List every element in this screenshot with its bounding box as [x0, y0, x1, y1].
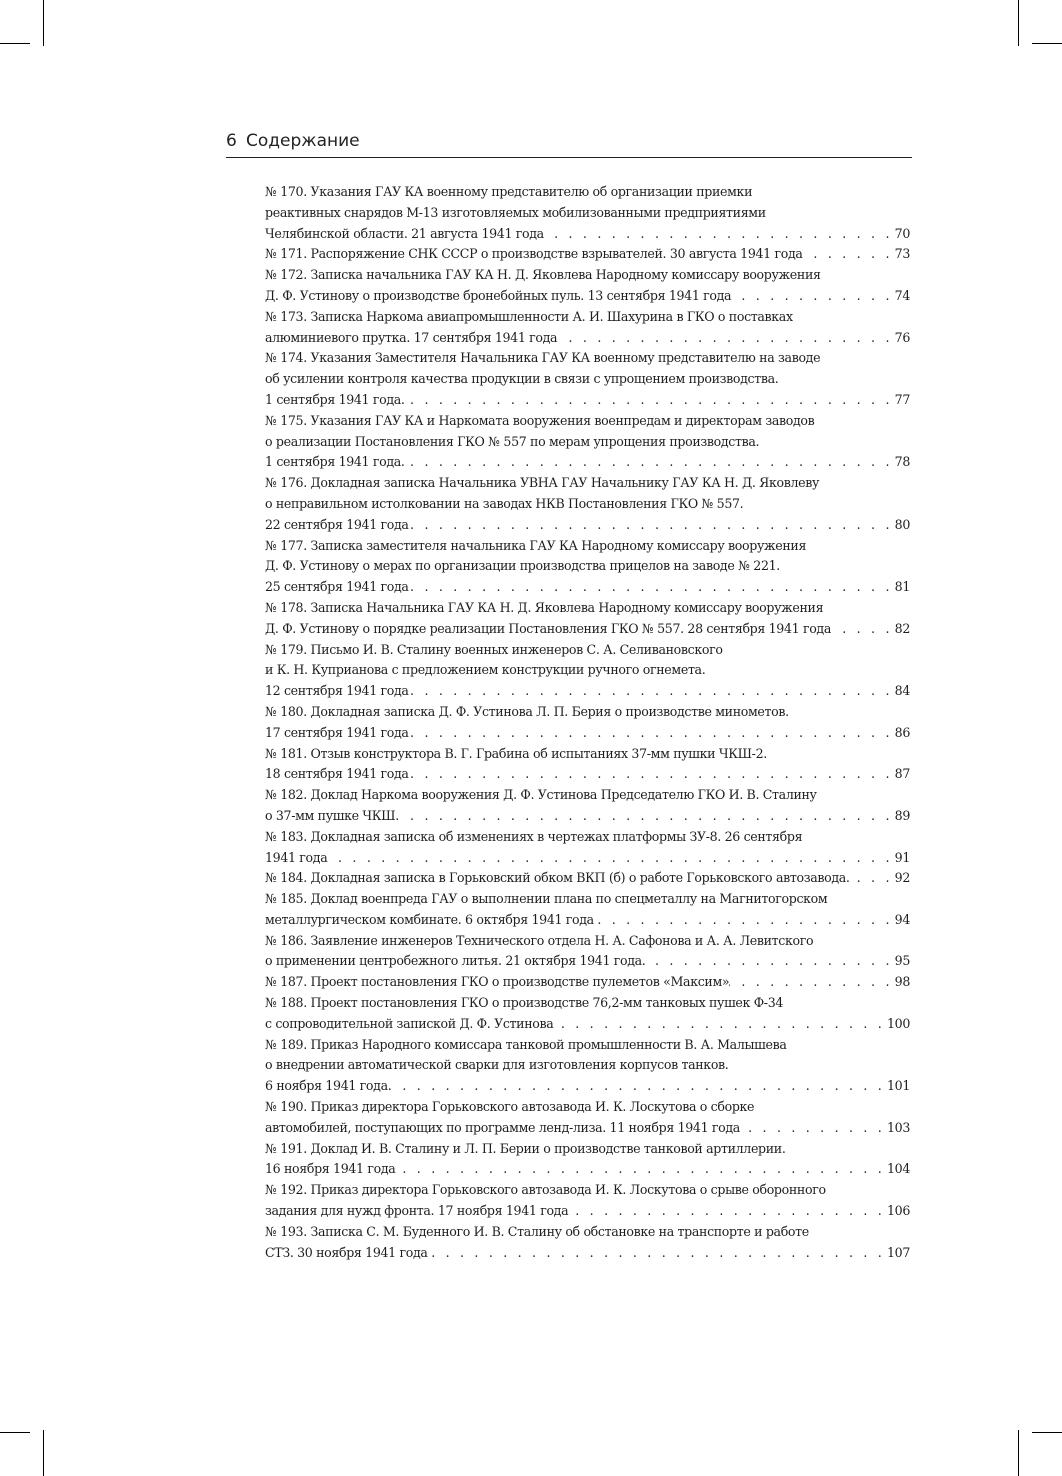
page-title: Содержание	[246, 131, 360, 151]
toc-entry-last-line	[265, 764, 910, 785]
toc-entry-text: 18 сентября 1941 года	[265, 766, 409, 782]
toc-page-number: 89	[894, 807, 910, 823]
dot-leader	[327, 848, 894, 869]
toc-entry-last-line	[265, 390, 910, 411]
toc-entry-text: № 181. Отзыв конструктора В. Г. Грабина об испытаниях 37-мм пушки ЧКШ-2.	[265, 745, 767, 761]
toc-entry-last-line	[265, 244, 910, 265]
toc-entry-text: о применении центробежного литья. 21 октября 1941 года.	[265, 953, 646, 969]
toc-entry[interactable]	[265, 307, 910, 349]
toc-entry-text: № 186. Заявление инженеров Технического отдела Н. А. Сафонова и А. А. Левитского	[265, 932, 814, 948]
dot-leader	[557, 328, 894, 349]
toc-entry-last-line	[265, 868, 910, 889]
toc-entry-last-line	[265, 951, 910, 972]
toc-entry-text: № 174. Указания Заместителя Начальника ГАУ КА военному представителю на заводе	[265, 350, 821, 366]
toc-entry[interactable]	[265, 1180, 910, 1222]
dot-leader	[731, 286, 894, 307]
toc-entry-last-line	[265, 224, 910, 245]
toc-page-number: 87	[894, 766, 910, 782]
dot-leader	[409, 515, 895, 536]
dot-leader	[428, 1243, 887, 1264]
toc-entry-text: № 176. Докладная записка Начальника УВНА ГАУ Начальнику ГАУ КА Н. Д. Яковлеву	[265, 475, 820, 491]
toc-page-number: 95	[894, 953, 910, 969]
toc-entry[interactable]	[265, 473, 910, 535]
crop-mark	[0, 43, 30, 44]
toc-entry[interactable]	[265, 827, 910, 869]
toc-page-number: 84	[894, 683, 910, 699]
toc-entry-text: и К. Н. Куприанова с предложением конструкции ручного огнемета.	[265, 662, 706, 678]
toc-entry-text: № 191. Доклад И. В. Сталину и Л. П. Берии о производстве танковой артиллерии.	[265, 1140, 786, 1156]
toc-entry-text: 1941 года	[265, 849, 328, 865]
toc-entry-text: 1 сентября 1941 года.	[265, 454, 405, 470]
toc-entry[interactable]	[265, 244, 910, 265]
toc-entry-text: Д. Ф. Устинову о производстве бронебойных пуль. 13 сентября 1941 года	[265, 287, 732, 303]
toc-entry-text: № 184. Докладная записка в Горьковский обком ВКП (б) о работе Горьковского автозавода.	[265, 870, 850, 886]
toc-entry-text: № 172. Записка начальника ГАУ КА Н. Д. Яковлева Народному комиссару вооружения	[265, 267, 821, 283]
toc-entry-last-line	[265, 1014, 910, 1035]
toc-page-number: 100	[887, 1015, 910, 1031]
toc-entry-text: задания для нужд фронта. 17 ноября 1941 года	[265, 1203, 569, 1219]
dot-leader	[409, 577, 895, 598]
dot-leader	[409, 723, 895, 744]
toc-entry-text: № 185. Доклад военпреда ГАУ о выполнении плана по спецметаллу на Магнитогорском	[265, 891, 828, 907]
toc-entry-last-line	[265, 452, 910, 473]
dot-leader	[594, 910, 895, 931]
toc-entry-text: № 193. Записка С. М. Буденного И. В. Сталину об обстановке на транспорте и работе	[265, 1223, 809, 1239]
dot-leader	[740, 1118, 887, 1139]
crop-mark	[1032, 1432, 1062, 1433]
crop-mark	[43, 1430, 44, 1476]
dot-leader	[399, 806, 895, 827]
toc-entry-text: № 183. Докладная записка об изменениях в чертежах платформы ЗУ-8. 26 сентября	[265, 828, 803, 844]
toc-page-number: 98	[894, 974, 910, 990]
dot-leader	[395, 1159, 887, 1180]
toc-entry-text: № 173. Записка Наркома авиапромышленности А. И. Шахурина в ГКО о поставках	[265, 308, 793, 324]
toc-entry[interactable]	[265, 1097, 910, 1139]
toc-entry-text: № 170. Указания ГАУ КА военному представителю об организации приемки	[265, 184, 753, 199]
toc-entry[interactable]	[265, 702, 910, 744]
crop-mark	[43, 0, 44, 46]
toc-entry-text: 6 ноября 1941 года.	[265, 1078, 392, 1094]
toc-page-number: 86	[894, 724, 910, 740]
toc-entry-text: № 171. Распоряжение СНК СССР о производстве взрывателей. 30 августа 1941 года	[265, 246, 803, 262]
toc-page-number: 94	[894, 911, 910, 927]
toc-entry-text: 16 ноября 1941 года	[265, 1161, 396, 1177]
toc-entry-text: № 182. Доклад Наркома вооружения Д. Ф. Устинова Председателю ГКО И. В. Сталину	[265, 787, 817, 803]
toc-entry-last-line	[265, 1201, 910, 1222]
toc-entry[interactable]	[265, 182, 910, 244]
toc-entry-text: СТЗ. 30 ноября 1941 года	[265, 1244, 428, 1260]
toc-entry-last-line	[265, 515, 910, 536]
toc-entry-text: № 190. Приказ директора Горьковского автозавода И. К. Лоскутова о сборке	[265, 1099, 755, 1115]
toc-page-number: 80	[894, 516, 910, 532]
toc-entry-text: 1 сентября 1941 года.	[265, 391, 405, 407]
toc-page-number: 101	[887, 1078, 910, 1094]
toc-entry[interactable]	[265, 536, 910, 598]
toc-entry-last-line	[265, 577, 910, 598]
dot-leader	[850, 868, 895, 889]
dot-leader	[803, 244, 895, 265]
toc-entry-text: № 179. Письмо И. В. Сталину военных инженеров С. А. Селивановского	[265, 641, 723, 657]
dot-leader	[409, 764, 895, 785]
dot-leader	[553, 1014, 887, 1035]
crop-mark	[0, 1432, 30, 1433]
toc-page-number: 91	[894, 849, 910, 865]
toc-page-number: 92	[894, 870, 910, 886]
toc-page-number: 77	[894, 391, 910, 407]
toc-entry-text: о неправильном истолковании на заводах НКВ Постановления ГКО № 557.	[265, 495, 744, 511]
dot-leader	[405, 390, 895, 411]
toc-entry-text: автомобилей, поступающих по программе ленд-лиза. 11 ноября 1941 года	[265, 1119, 740, 1135]
toc-page-number: 76	[894, 329, 910, 345]
toc-entry[interactable]	[265, 785, 910, 827]
crop-mark	[1032, 43, 1062, 44]
toc-page-number: 73	[894, 246, 910, 262]
toc-entry-text: о внедрении автоматической сварки для изготовления корпусов танков.	[265, 1057, 729, 1073]
toc-entry-text: Д. Ф. Устинову о мерах по организации производства прицелов на заводе № 221.	[265, 558, 780, 574]
table-of-contents	[265, 182, 910, 1263]
toc-entry[interactable]	[265, 889, 910, 931]
toc-page-number: 70	[894, 225, 910, 241]
crop-mark	[1018, 0, 1019, 46]
page-number: 6	[226, 131, 237, 151]
toc-entry-text: № 188. Проект постановления ГКО о производстве 76,2-мм танковых пушек Ф-34	[265, 995, 784, 1011]
dot-leader	[831, 619, 895, 640]
toc-entry-text: реактивных снарядов М-13 изготовляемых мобилизованными предприятиями	[265, 204, 766, 220]
toc-entry[interactable]	[265, 1035, 910, 1097]
toc-entry[interactable]	[265, 931, 910, 973]
toc-page-number: 74	[894, 287, 910, 303]
toc-entry-text: 12 сентября 1941 года	[265, 683, 409, 699]
toc-entry[interactable]	[265, 265, 910, 307]
dot-leader	[568, 1201, 887, 1222]
toc-entry-last-line	[265, 1243, 910, 1264]
toc-entry-text: с сопроводительной запиской Д. Ф. Устинова	[265, 1015, 554, 1031]
toc-entry-last-line	[265, 910, 910, 931]
toc-entry[interactable]	[265, 744, 910, 786]
toc-entry[interactable]	[265, 348, 910, 410]
dot-leader	[391, 1076, 887, 1097]
toc-entry-text: № 189. Приказ Народного комиссара танковой промышленности В. А. Малышева	[265, 1036, 787, 1052]
toc-entry[interactable]	[265, 598, 910, 640]
toc-page-number: 78	[894, 454, 910, 470]
toc-entry-last-line	[265, 806, 910, 827]
toc-page-number: 106	[887, 1203, 910, 1219]
toc-entry-text: 25 сентября 1941 года	[265, 579, 409, 595]
toc-entry-text: 17 сентября 1941 года	[265, 724, 409, 740]
toc-page-number: 82	[894, 620, 910, 636]
toc-entry-text: № 187. Проект постановления ГКО о производстве пулеметов «Максим»	[265, 974, 730, 990]
toc-entry-text: № 180. Докладная записка Д. Ф. Устинова Л. П. Берия о производстве минометов.	[265, 703, 789, 719]
running-head	[226, 129, 912, 158]
toc-entry-last-line	[265, 972, 910, 993]
toc-entry[interactable]	[265, 1222, 910, 1264]
toc-entry-text: металлургическом комбинате. 6 октября 1941 года	[265, 911, 594, 927]
toc-entry-last-line	[265, 619, 910, 640]
toc-entry-text: 22 сентября 1941 года	[265, 516, 409, 532]
toc-entry-last-line	[265, 286, 910, 307]
crop-mark	[1018, 1430, 1019, 1476]
toc-page-number: 103	[887, 1119, 910, 1135]
toc-page-number: 104	[887, 1161, 910, 1177]
dot-leader	[409, 681, 895, 702]
toc-entry-text: Челябинской области. 21 августа 1941 года	[265, 225, 544, 241]
toc-entry[interactable]	[265, 640, 910, 702]
toc-entry[interactable]	[265, 972, 910, 993]
toc-entry-last-line	[265, 681, 910, 702]
toc-entry[interactable]	[265, 411, 910, 473]
toc-entry-text: № 177. Записка заместителя начальника ГАУ КА Народному комиссару вооружения	[265, 537, 807, 553]
dot-leader	[645, 951, 894, 972]
toc-entry-text: № 175. Указания ГАУ КА и Наркомата вооружения военпредам и директорам заводов	[265, 412, 815, 428]
toc-entry[interactable]	[265, 1139, 910, 1181]
toc-entry-text: об усилении контроля качества продукции в связи с упрощением производства.	[265, 371, 779, 387]
toc-entry[interactable]	[265, 993, 910, 1035]
toc-entry-text: алюминиевого прутка. 17 сентября 1941 года	[265, 329, 558, 345]
toc-entry[interactable]	[265, 868, 910, 889]
toc-entry-last-line	[265, 848, 910, 869]
dot-leader	[405, 452, 895, 473]
toc-entry-text: Д. Ф. Устинову о порядке реализации Постановления ГКО № 557. 28 сентября 1941 года	[265, 620, 831, 636]
dot-leader	[544, 224, 895, 245]
toc-page-number: 81	[894, 579, 910, 595]
toc-entry-text: о реализации Постановления ГКО № 557 по мерам упрощения производства.	[265, 433, 760, 449]
toc-entry-text: № 192. Приказ директора Горьковского автозавода И. К. Лоскутова о срыве оборонного	[265, 1182, 826, 1198]
toc-entry-last-line	[265, 1159, 910, 1180]
toc-page-number: 107	[887, 1244, 910, 1260]
toc-entry-last-line	[265, 723, 910, 744]
toc-entry-last-line	[265, 1118, 910, 1139]
dot-leader	[729, 972, 894, 993]
toc-entry-last-line	[265, 328, 910, 349]
toc-entry-text: о 37-мм пушке ЧКШ.	[265, 807, 399, 823]
toc-entry-last-line	[265, 1076, 910, 1097]
toc-entry-text: № 178. Записка Начальника ГАУ КА Н. Д. Яковлева Народному комиссару вооружения	[265, 599, 824, 615]
